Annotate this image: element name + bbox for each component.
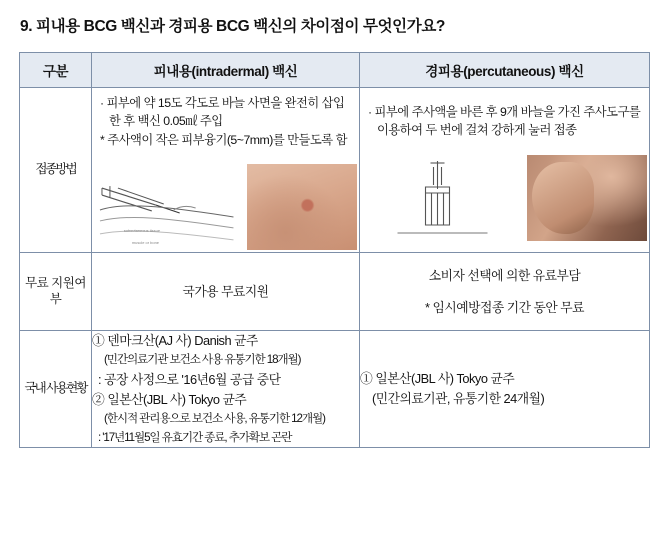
cell-method-intradermal [92,88,360,253]
table-row [20,331,650,448]
cell-domestic-use-intradermal [92,331,360,448]
domestic-intradermal-line-1: ① 덴마크산(AJ 사) Danish 균주 [92,333,258,349]
row-label-method-text: 접종방법 [35,162,76,177]
method-intradermal-text [92,88,359,158]
cell-domestic-use-percutaneous [360,331,650,448]
method-percutaneous-line-1: · 피부에 주사액을 바른 후 9개 바늘을 가진 주사도구를 이용하여 두 번에 걸쳐 강하게 눌러 접종 [368,105,641,138]
method-intradermal-figures [92,164,359,252]
table-body [20,88,650,448]
method-percutaneous-figures [360,155,649,243]
syringe-angled-into-skin-diagram-icon [94,164,243,250]
cell-free-support-percutaneous [360,253,650,331]
page-title: 9. 피내용 BCG 백신과 경피용 BCG 백신의 차이점이 무엇인가요? [20,18,445,35]
row-label-domestic-use [20,331,92,448]
free-support-intradermal-line-1: 국가용 무료지원 [182,284,269,300]
cell-method-percutaneous [360,88,650,253]
cell-free-support-intradermal [92,253,360,331]
free-support-percutaneous-line-1: 소비자 선택에 의한 유료부담 [428,268,581,284]
domestic-intradermal-line-2: (민간의료기관 보건소 사용 유통기한 18개월) [104,353,301,367]
table-row [20,88,650,253]
domestic-intradermal-line-4: ② 일본산(JBL 사) Tokyo 균주 [92,392,247,408]
row-label-domestic-use-text: 국내 사용현황 [24,381,87,396]
header-intradermal: 피내용(intradermal) 백신 [92,53,360,88]
free-support-percutaneous-line-2: * 임시예방접종 기간 동안 무료 [424,300,585,316]
header-percutaneous: 경피용(percutaneous) 백신 [360,53,650,88]
comparison-table [19,52,650,448]
domestic-intradermal-line-6: : '17년11월5일 유효기간 종료, 추가확보 곤란 [98,430,292,444]
table-header-row [20,53,650,88]
multi-puncture-device-diagram-icon [362,155,523,241]
method-intradermal-line-1: · 피부에 약 15도 각도로 바늘 사면을 완전히 삽입한 후 백신 0.05㎖ 주입 [100,96,345,128]
domestic-percutaneous-line-2: (민간의료기관, 유통기한 24개월) [372,391,545,407]
svg-text:muscle or bone: muscle or bone [131,240,159,246]
skin-papule-photo [247,164,357,250]
row-label-method [20,88,92,253]
method-intradermal-line-2: * 주사액이 작은 피부융기(5~7mm)를 만들도록 함 [100,132,347,147]
table-row [20,253,650,331]
header-label-col: 구분 [20,53,92,88]
row-label-free-support: 무료 지원여부 [20,253,92,331]
svg-text:subcutaneous tissue: subcutaneous tissue [123,228,161,234]
domestic-percutaneous-line-1: ① 일본산(JBL 사) Tokyo 균주 [360,370,515,386]
method-percutaneous-text [360,97,649,149]
table-header [20,53,650,88]
domestic-intradermal-line-3: : 공장 사정으로 '16년6월 공급 중단 [98,371,281,387]
arm-injection-photo [527,155,647,241]
domestic-intradermal-line-5: (한시적 관리용으로 보건소 사용, 유통기한 12개월) [104,412,325,426]
